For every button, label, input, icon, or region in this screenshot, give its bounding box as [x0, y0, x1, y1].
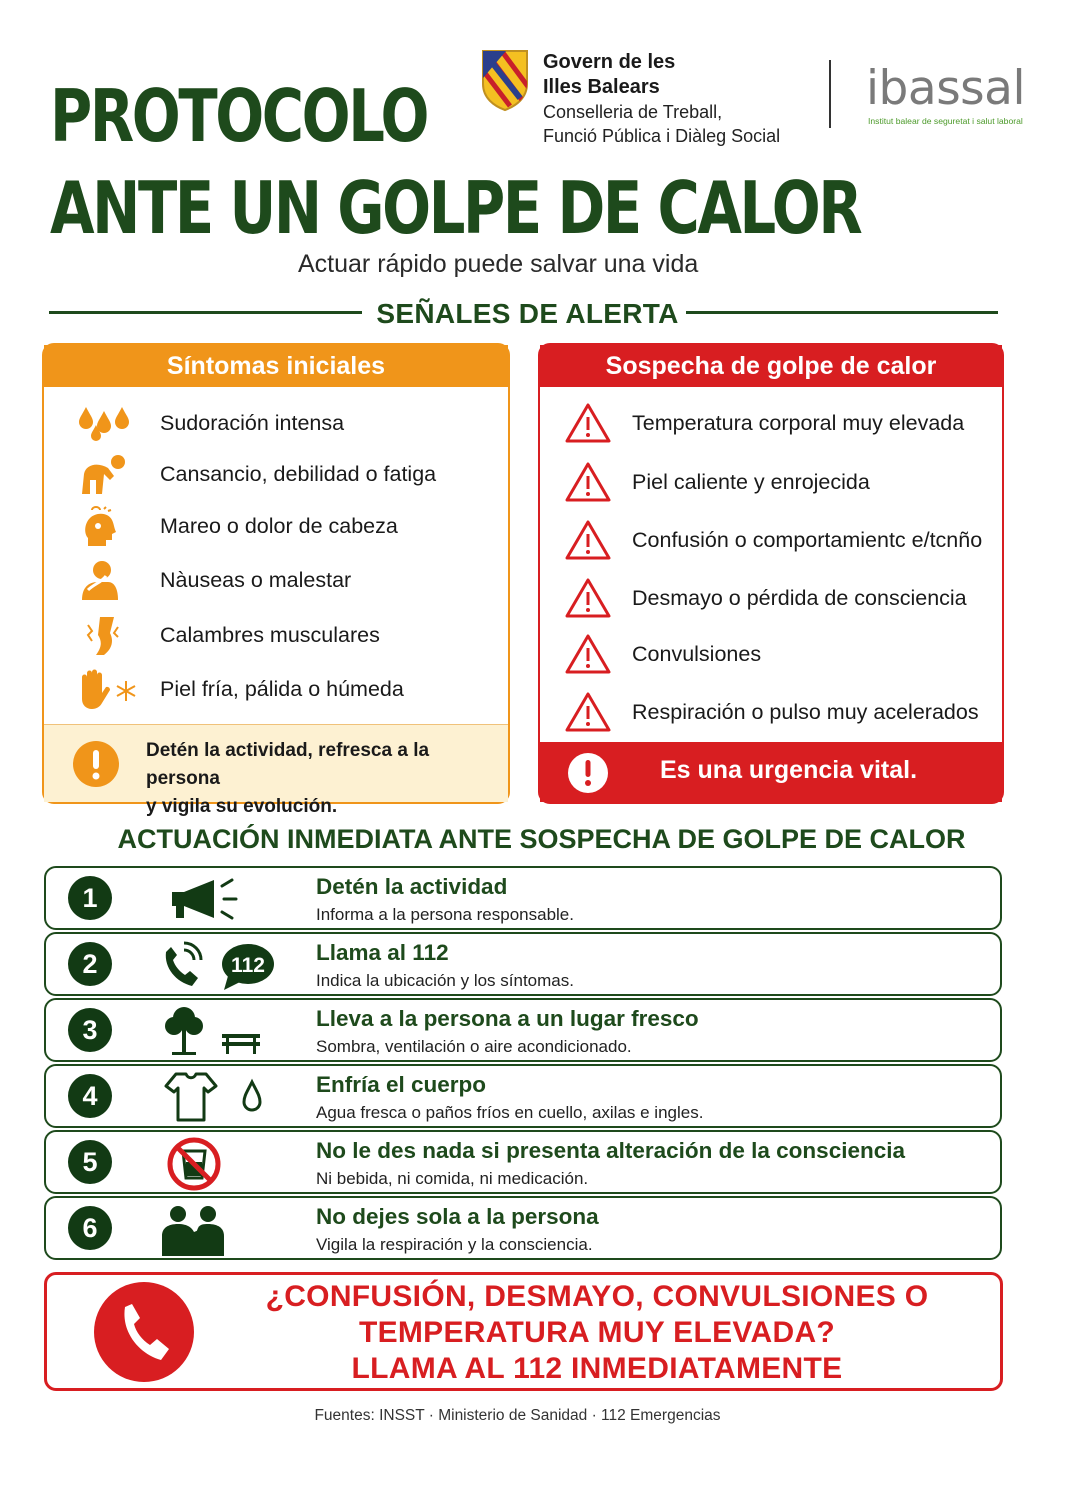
- symptom-label: Nàuseas o malestar: [160, 568, 352, 592]
- action-step: [44, 932, 1002, 996]
- suspicion-item: [540, 578, 1002, 618]
- emergency-line-3: LLAMA AL 112 INMEDIATAMENTE: [351, 1352, 843, 1385]
- tshirt-water-icon: [158, 1070, 298, 1124]
- step-description: Agua fresca o paños fríos en cuello, axilas e ingles.: [316, 1103, 704, 1122]
- initial-symptoms-footer: [44, 724, 508, 817]
- step-title: Lleva a la persona a un lugar fresco: [316, 1006, 699, 1031]
- balearic-shield-icon: [480, 48, 530, 112]
- emergency-line-1: ¿CONFUSIÓN, DESMAYO, CONVULSIONES O: [265, 1280, 929, 1313]
- title-line-2: ANTE UN GOLPE DE CALOR: [50, 166, 861, 250]
- action-step: [44, 1196, 1002, 1260]
- suspicion-label: Convulsiones: [632, 642, 762, 666]
- suspicion-label: Piel caliente y enrojecida: [632, 470, 870, 494]
- step-title: No le des nada si presenta alteración de la consciencia: [316, 1138, 905, 1163]
- emergency-number-badge: 112: [231, 954, 265, 977]
- step-title: Detén la actividad: [316, 874, 508, 899]
- step-description: Ni bebida, ni comida, ni medicación.: [316, 1169, 589, 1188]
- symptom-label: Mareo o dolor de cabeza: [160, 514, 398, 538]
- action-step: [44, 866, 1002, 930]
- step-title: Enfría el cuerpo: [316, 1072, 487, 1097]
- nausea-icon: [74, 560, 138, 600]
- ibassal-logo: ibassal: [866, 61, 1026, 116]
- suspicion-item: [540, 520, 1002, 560]
- suspicion-header: Sospecha de golpe de calor: [540, 345, 1002, 387]
- cold-hand-icon: [74, 669, 138, 709]
- cramp-icon: [74, 615, 138, 655]
- suspicion-label: Temperatura corporal muy elevada: [632, 411, 965, 435]
- chat-bubble-icon: [220, 940, 276, 992]
- step-number: 4: [68, 1074, 112, 1118]
- footer-advice-line-2: y vigila su evolución.: [146, 796, 338, 817]
- action-step: [44, 1130, 1002, 1194]
- symptom-item: [44, 615, 508, 655]
- alert-section-title: SEÑALES DE ALERTA: [376, 298, 679, 329]
- initial-symptoms-header: Síntomas iniciales: [44, 345, 508, 387]
- vital-urgency-text: Es una urgencia vital.: [660, 756, 918, 784]
- phone-icon: [94, 1282, 194, 1382]
- gov-dept-line-1: Conselleria de Treball,: [543, 102, 723, 122]
- title-line-1: PROTOCOLO: [50, 74, 428, 158]
- step-number: 1: [68, 876, 112, 920]
- step-description: Sombra, ventilación o aire acondicionado.: [316, 1037, 632, 1056]
- suspicion-item: [540, 634, 1002, 674]
- symptom-item: [44, 669, 508, 709]
- step-description: Informa a la persona responsable.: [316, 905, 574, 924]
- step-number: 2: [68, 942, 112, 986]
- actions-title: ACTUACIÓN INMEDIATA ANTE SOSPECHA DE GOLPE DE CALOR: [117, 824, 966, 854]
- gov-name-line-2: Illes Balears: [543, 76, 660, 98]
- step-number: 3: [68, 1008, 112, 1052]
- warning-circle-icon: [72, 740, 120, 788]
- suspicion-label: Desmayo o pérdida de consciencia: [632, 586, 967, 610]
- warning-triangle-icon: [564, 403, 628, 443]
- fatigue-icon: [74, 454, 138, 494]
- suspicion-item: [540, 692, 1002, 732]
- page-subtitle: Actuar rápido puede salvar una vida: [298, 250, 699, 278]
- warning-triangle-icon: [564, 692, 628, 732]
- footer-advice-line-1: Detén la actividad, refresca a la persona: [146, 740, 430, 789]
- emergency-call-banner: [44, 1272, 1003, 1391]
- warning-circle-icon: [567, 752, 609, 794]
- symptom-item: [44, 454, 508, 494]
- symptom-label: Sudoración intensa: [160, 411, 345, 435]
- symptom-item: [44, 403, 508, 443]
- tree-bench-icon: [158, 1004, 298, 1058]
- people-support-icon: [158, 1202, 298, 1256]
- sweat-drops-icon: [74, 403, 138, 443]
- suspicion-item: [540, 403, 1002, 443]
- symptom-label: Piel fría, pálida o húmeda: [160, 677, 404, 701]
- symptom-label: Cansancio, debilidad o fatiga: [160, 462, 437, 486]
- step-number: 5: [68, 1140, 112, 1184]
- symptom-item: [44, 506, 508, 546]
- logo-divider: [829, 60, 831, 128]
- symptom-label: Calambres musculares: [160, 623, 380, 647]
- heatstroke-suspicion-panel: [538, 343, 1004, 804]
- step-description: Indica la ubicación y los síntomas.: [316, 971, 574, 990]
- suspicion-item: [540, 462, 1002, 502]
- warning-triangle-icon: [564, 634, 628, 674]
- action-step: [44, 998, 1002, 1062]
- symptom-item: [44, 560, 508, 600]
- warning-triangle-icon: [564, 462, 628, 502]
- action-step: [44, 1064, 1002, 1128]
- step-title: Llama al 112: [316, 940, 449, 965]
- suspicion-label: Confusión o comportamientc e/tcnño: [632, 528, 983, 552]
- step-number: 6: [68, 1206, 112, 1250]
- gov-dept-line-2: Funció Pública i Diàleg Social: [543, 126, 781, 146]
- step-title: No dejes sola a la persona: [316, 1204, 599, 1229]
- warning-triangle-icon: [564, 578, 628, 618]
- gov-name-line-1: Govern de les: [543, 51, 676, 73]
- emergency-line-2: TEMPERATURA MUY ELEVADA?: [358, 1316, 836, 1349]
- warning-triangle-icon: [564, 520, 628, 560]
- megaphone-icon: [158, 872, 298, 926]
- suspicion-label: Respiración o pulso muy acelerados: [632, 700, 979, 724]
- initial-symptoms-panel: [42, 343, 510, 817]
- step-description: Vigila la respiración y la consciencia.: [316, 1235, 593, 1254]
- no-drink-icon: [158, 1136, 298, 1190]
- sources-footnote: Fuentes: INSST · Ministerio de Sanidad · 112 Emergencias: [314, 1407, 721, 1424]
- ibassal-tagline: Institut balear de seguretat i salut laboral: [868, 116, 1023, 126]
- dizziness-icon: [74, 506, 138, 546]
- suspicion-footer: [540, 742, 1002, 802]
